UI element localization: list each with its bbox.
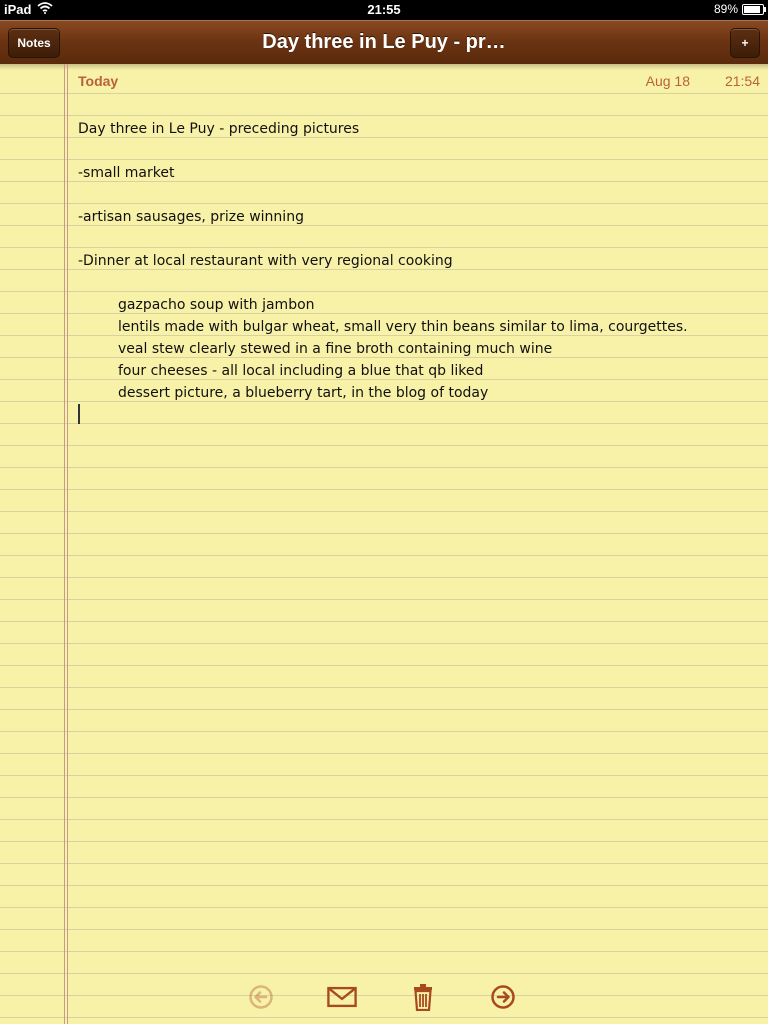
note-date: Aug 18 [645,73,690,89]
status-bar [0,0,768,20]
note-time: 21:54 [724,73,760,89]
margin-line [67,64,68,1024]
notes-button[interactable]: Notes [8,28,60,58]
email-note-button[interactable] [327,982,357,1012]
next-note-button[interactable] [488,982,518,1012]
battery-percent: 89% [713,2,738,16]
note-line: four cheeses - all local including a blue that qb liked [118,363,484,379]
note-line: lentils made with bulgar wheat, small very thin beans similar to lima, courgettes. [118,319,688,335]
next-arrow-icon [490,984,516,1010]
add-note-button[interactable]: + [730,28,760,58]
device-name: iPad [4,2,32,17]
note-line: -small market [78,165,175,181]
navigation-bar [0,20,768,64]
page-title: Day three in Le Puy - pr… [262,31,506,53]
text-cursor [78,404,80,424]
note-line: -artisan sausages, prize winning [78,209,304,225]
battery-icon [742,4,764,15]
note-day: Today [78,73,119,89]
note-line: dessert picture, a blueberry tart, in the blog of today [118,385,489,401]
note-line: -Dinner at local restaurant with very regional cooking [78,253,453,269]
status-time: 21:55 [367,2,401,17]
note-line [78,272,758,294]
note-body[interactable] [78,118,758,404]
note-line [78,184,758,206]
note-line: gazpacho soup with jambon [118,297,315,313]
previous-note-button[interactable] [246,982,276,1012]
trash-icon [412,983,434,1011]
previous-arrow-icon [248,984,274,1010]
paper-torn-edge [0,64,768,70]
note-line: Day three in Le Puy - preceding pictures [78,121,360,137]
note-line [78,228,758,250]
note-date-row [78,73,760,91]
note-line [78,140,758,162]
note-line: veal stew clearly stewed in a fine broth containing much wine [118,341,553,357]
bottom-toolbar [0,976,768,1020]
mail-icon [327,986,357,1008]
margin-line [64,64,65,1024]
delete-note-button[interactable] [408,982,438,1012]
